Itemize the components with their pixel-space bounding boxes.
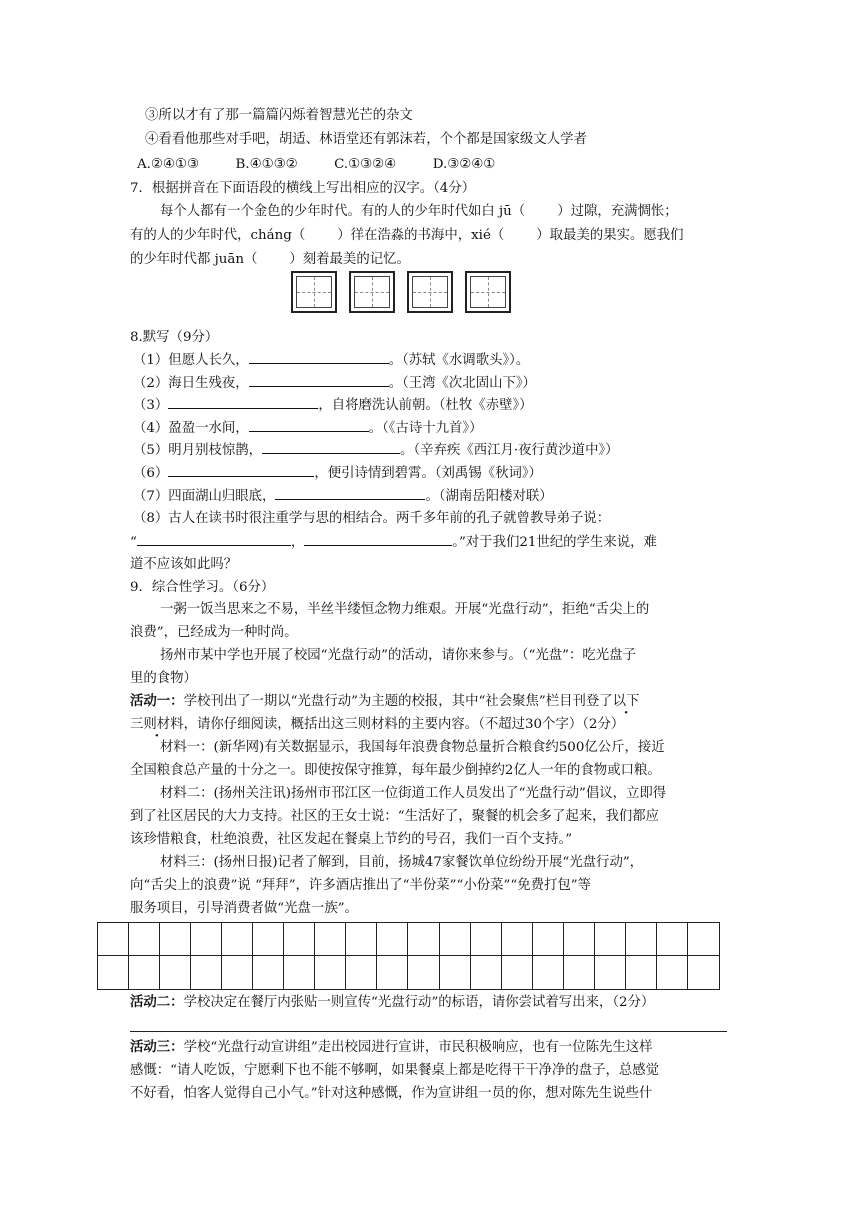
writing-box-4[interactable] [465,271,511,313]
answer-blank[interactable] [168,464,314,477]
q8-text: 。（辛弃疾《西江月·夜行黄沙道中》） [400,443,619,458]
q8-item-7 [133,487,553,506]
q8-text: （7）四面湖山归眼底， [133,489,276,504]
q9-intro: 扬州市某中学也开展了校园“光盘行动”的活动，请你来参与。（“光盘”：吃光盘子 [160,648,636,663]
grid-cell[interactable] [98,923,129,956]
grid-cell[interactable] [688,923,719,956]
grid-cell[interactable] [315,956,346,989]
q8-text: ，便引诗情到碧霄。（刘禹锡《秋词》） [314,466,542,481]
grid-cell[interactable] [595,923,626,956]
material-2: 该珍惜粮食，杜绝浪费，社区发起在餐桌上节约的号召，我们一百个支持。” [130,832,573,847]
material-3: 向“舌尖上的浪费”说 “拜拜”，许多酒店推出了“半份菜”“小份菜”“免费打包”等 [130,878,592,893]
grid-cell[interactable] [222,923,253,956]
q7-text: 的少年时代都 juān（ [130,252,258,267]
q6-option-4: ④看看他那些对手吧，胡适、林语堂还有郭沫若，个个都是国家级文人学者 [145,132,587,147]
grid-cell[interactable] [502,923,533,956]
grid-cell[interactable] [253,956,284,989]
grid-cell[interactable] [657,956,688,989]
q8-item-3 [133,396,533,415]
emphasis-text: 以下 [612,694,640,709]
grid-cell[interactable] [533,923,564,956]
grid-cell[interactable] [129,956,160,989]
q6-option-3: ③所以才有了那一篇篇闪烁着智慧光芒的杂文 [145,108,413,123]
q9-title: 9．综合性学习。（6分） [130,580,275,595]
answer-blank[interactable] [168,396,318,409]
q8-text: 。（王湾《次北固山下》） [388,376,536,391]
activity-3-label: 活动三： [130,1040,184,1055]
grid-cell[interactable] [284,956,315,989]
grid-cell[interactable] [408,956,439,989]
material-3: 服务项目，引导消费者做“光盘一族”。 [130,901,358,916]
q7-text: 有的人的少年时代，cháng（ [130,228,306,243]
q8-text: （5）明月别枝惊鹊， [133,443,263,458]
grid-cell[interactable] [315,923,346,956]
q9-intro: 一粥一饭当思来之不易，半丝半缕恒念物力维艰。开展“光盘行动”，拒绝“舌尖上的 [160,602,650,617]
q7-line-3 [130,251,410,269]
activity-3-text: 感慨：“请人吃饭，宁愿剩下也不能不够啊，如果餐桌上都是吃得干干净净的盘子，总感觉 [130,1063,660,1078]
q8-item-8-end: 道不应该如此吗？ [130,557,238,572]
activity-text: ，请你仔细阅读，概括出这三则材料的主要内容。（不超过30个字）（2分） [183,717,625,732]
grid-cell[interactable] [533,956,564,989]
q8-text: 。（湖南岳阳楼对联） [425,489,553,504]
q8-item-1 [133,351,529,370]
answer-line[interactable] [130,1031,727,1032]
q8-text: （6） [133,466,169,481]
activity-text: 学校刊出了一期以“光盘行动”为主题的校报，其中“社会聚焦”栏目刊登了 [183,694,613,709]
material-2: 材料二：(扬州关注讯)扬州市邗江区一位街道工作人员发出了“光盘行动”倡议，立即得 [160,786,667,801]
q8-item-2 [133,374,536,393]
q8-text: “ [130,535,137,550]
answer-blank[interactable] [137,533,291,546]
grid-cell[interactable] [377,923,408,956]
activity-text: 学校决定在餐厅内张贴一则宣传“光盘行动”的标语，请你尝试着写出来，（2分） [183,995,655,1010]
grid-cell[interactable] [502,956,533,989]
q7-text: ）刻着最美的记忆。 [289,252,410,267]
grid-cell[interactable] [284,923,315,956]
q8-text: （2）海日生残夜， [133,376,249,391]
writing-box-3[interactable] [407,271,453,313]
q7-text: ）取最美的果实。愿我们 [536,228,684,243]
q8-text: ，自将磨洗认前朝。（杜牧《赤壁》） [318,398,533,413]
answer-grid[interactable] [97,922,720,990]
activity-1-prompt [130,693,639,711]
grid-cell[interactable] [564,923,595,956]
grid-cell[interactable] [222,956,253,989]
q9-intro: 浪费”，已经成为一种时尚。 [130,625,298,640]
q7-line-2 [130,227,684,245]
grid-cell[interactable] [129,923,160,956]
emphasis-text: 三则材料 [130,717,184,732]
material-2: 到了社区居民的大力支持。社区的王女士说：“生活好了，聚餐的机会多了起来，我们都应 [130,809,660,824]
q8-text: 。（《古诗十九首》） [368,421,483,436]
grid-cell[interactable] [191,956,222,989]
q6-choice-c[interactable]: C.①③②④ [334,157,397,172]
q8-item-4 [133,419,482,438]
grid-cell[interactable] [440,956,471,989]
grid-cell[interactable] [595,956,626,989]
grid-cell[interactable] [253,923,284,956]
q6-choice-d[interactable]: D.③②④① [432,157,496,172]
q7-text: ）徉在浩淼的书海中，xié（ [337,228,505,243]
q8-text: ， [290,535,305,550]
grid-cell[interactable] [191,923,222,956]
grid-cell[interactable] [688,956,719,989]
q8-item-8: （8）古人在读书时很注重学与思的相结合。两千多年前的孔子就曾教导弟子说： [133,511,611,526]
q8-item-5 [133,441,619,460]
answer-blank[interactable] [304,533,452,546]
answer-blank[interactable] [275,487,425,500]
grid-cell[interactable] [440,923,471,956]
grid-cell[interactable] [626,956,657,989]
activity-3-prompt [130,1039,653,1057]
grid-cell[interactable] [160,956,191,989]
grid-cell[interactable] [564,956,595,989]
answer-blank[interactable] [262,441,400,454]
grid-cell[interactable] [626,923,657,956]
q7-text: 每个人都有一个金色的少年时代。有的人的少年时代如白 jū（ [160,204,526,219]
q7-line-1 [160,203,678,221]
writing-box-1[interactable] [291,271,337,313]
q8-item-6 [133,464,542,483]
grid-cell[interactable] [160,923,191,956]
answer-blank[interactable] [249,374,389,387]
grid-cell[interactable] [346,923,377,956]
writing-box-2[interactable] [349,271,395,313]
grid-cell[interactable] [471,956,502,989]
grid-cell[interactable] [408,923,439,956]
activity-1-prompt-2 [130,716,624,734]
q6-choices [137,156,495,174]
q8-text: （1）但愿人长久， [133,353,249,368]
activity-text: 学校“光盘行动宣讲组”走出校园进行宣讲，市民积极响应，也有一位陈先生这样 [183,1040,653,1055]
q8-text: 。（苏轼《水调歌头》）。 [388,353,530,368]
activity-3-text: 不好看，怕客人觉得自己小气。”针对这种感慨，作为宣讲组一员的你，想对陈先生说些什 [130,1086,653,1101]
grid-cell[interactable] [377,956,408,989]
q8-item-8-blanks [130,533,657,552]
answer-blank[interactable] [249,351,389,364]
grid-cell[interactable] [471,923,502,956]
q7-title: 7．根据拼音在下面语段的横线上写出相应的汉字。（4分） [130,181,476,196]
material-1: 材料一：(新华网)有关数据显示，我国每年浪费食物总量折合粮食约500亿公斤，接近 [160,740,665,755]
material-3: 材料三：(扬州日报)记者了解到，目前，扬城47家餐饮单位纷纷开展“光盘行动”， [160,855,644,870]
q8-text: （3） [133,398,169,413]
q6-choice-a[interactable]: A.②④①③ [137,157,199,172]
q6-choice-b[interactable]: B.④①③② [235,157,298,172]
material-1: 全国粮食总产量的十分之一。即使按保守推算，每年最少倒掉约2亿人一年的食物或口粮。 [130,763,661,778]
q8-title: 8.默写（9分） [130,330,219,345]
grid-cell[interactable] [346,956,377,989]
q9-intro: 里的食物） [130,671,197,686]
q7-text: ）过隙，充满惆怅； [557,204,678,219]
q8-text: （4）盈盈一水间， [133,421,249,436]
answer-blank[interactable] [249,419,369,432]
activity-2-label: 活动二： [130,995,184,1010]
grid-cell[interactable] [657,923,688,956]
activity-1-label: 活动一： [130,694,184,709]
q8-text: 。”对于我们21世纪的学生来说，难 [452,535,657,550]
grid-cell[interactable] [98,956,129,989]
activity-2-prompt [130,994,654,1012]
